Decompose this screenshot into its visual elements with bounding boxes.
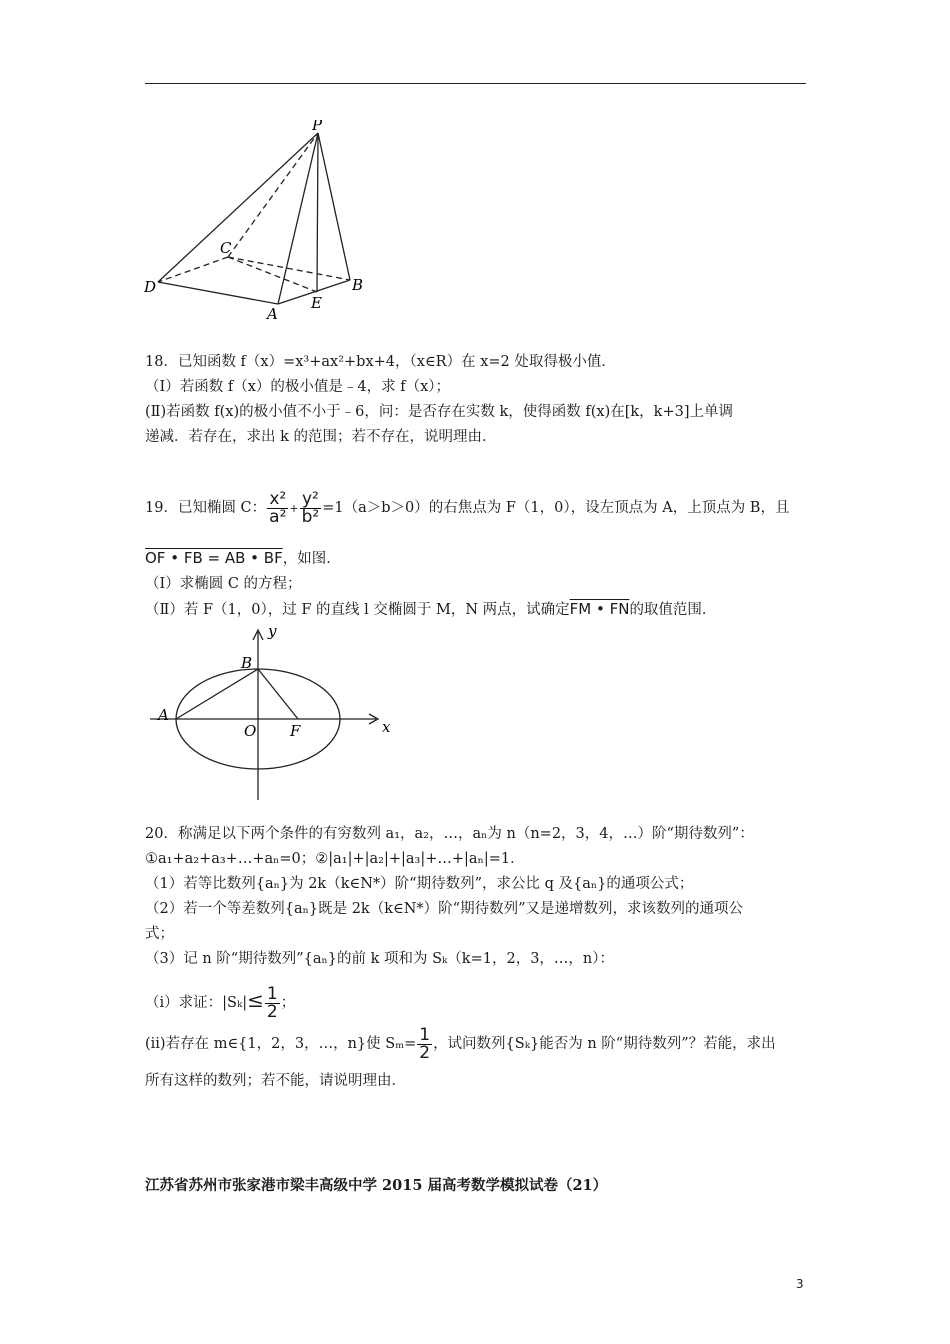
q20-line-7-a: （i）求证：|Sₖ| (145, 995, 248, 1011)
paper-title: 江苏省苏州市张家港市梁丰高级中学 2015 届高考数学模拟试卷（21） (145, 1177, 608, 1194)
frac-den: 2 (266, 1001, 278, 1022)
q20-line-9: 所有这样的数列；若不能，请说明理由． (145, 1073, 406, 1089)
q20-line-3: （1）若等比数列{aₙ}为 2k（k∈N*）阶“期待数列”，求公比 q 及{aₙ}的通项公式； (145, 876, 694, 892)
label-A: A (267, 305, 278, 323)
q18-line-1: 18．已知函数 f（x）=x³+ax²+bx+4，（x∈R）在 x=2 处取得极小值． (145, 354, 616, 370)
q19-line-2 (145, 548, 341, 569)
label-A: A (158, 706, 169, 724)
fraction-one-half (265, 983, 280, 1022)
q20-line-1: 20．称满足以下两个条件的有穷数列 a₁，a₂，…，aₙ为 n（n=2，3，4，…）阶“期待数列”： (145, 826, 754, 842)
frac-den: a² (269, 506, 287, 527)
frac-den: 2 (419, 1042, 431, 1063)
q20-line-7-b: ； (280, 995, 296, 1011)
plus-sign: + (289, 502, 299, 515)
label-P: P (312, 120, 323, 134)
q20-line-5: 式； (145, 926, 174, 942)
label-B: B (241, 654, 253, 672)
q19-line-2-tail: ，如图． (282, 551, 341, 567)
q20-line-7 (145, 980, 295, 1023)
fraction-x2-a2 (267, 488, 288, 527)
q20-line-8-b: ，试问数列{Sₖ}能否为 n 阶“期待数列”？若能，求出 (433, 1036, 776, 1052)
frac-num: 1 (419, 1024, 431, 1045)
q19-line-4-b: 的取值范围． (629, 602, 717, 618)
ellipse-figure (140, 620, 400, 805)
q20-line-4: （2）若一个等差数列{aₙ}既是 2k（k∈N*）阶“期待数列”又是递增数列，求该数列的通项公 (145, 901, 743, 917)
label-D: D (144, 278, 157, 296)
fraction-one-half-2 (417, 1024, 432, 1063)
label-C: C (220, 239, 232, 257)
label-y: y (268, 622, 277, 640)
label-E: E (311, 294, 322, 312)
q19-line-4-a: （Ⅱ）若 F（1，0），过 F 的直线 l 交椭圆于 M，N 两点，试确定 (145, 602, 570, 618)
label-F: F (290, 722, 301, 740)
pyramid-figure (140, 120, 380, 325)
q18-line-2: （Ⅰ）若函数 f（x）的极小值是﹣4，求 f（x）； (145, 379, 451, 395)
label-x: x (382, 718, 391, 736)
q19-intro: 19．已知椭圆 C： (145, 500, 267, 516)
label-O: O (244, 722, 257, 740)
vector-product: FM • FN (569, 600, 630, 618)
frac-num: x² (267, 491, 288, 509)
q19-line-3: （Ⅰ）求椭圆 C 的方程； (145, 576, 302, 592)
label-B: B (352, 276, 364, 294)
frac-num: 1 (266, 983, 278, 1004)
q19-line-4 (145, 599, 716, 620)
q20-line-8 (145, 1024, 776, 1064)
q18-line-3: (Ⅱ)若函数 f(x)的极小值不小于﹣6，问：是否存在实数 k，使得函数 f(x)在[k，k+3]上单调 (145, 404, 733, 420)
q20-line-8-a: (ii)若存在 m∈{1，2，3，…，n}使 Sₘ= (145, 1036, 417, 1052)
leq-sign: ≤ (247, 988, 264, 1012)
frac-num: y² (300, 491, 322, 509)
header-rule (145, 83, 806, 84)
q20-line-6: （3）记 n 阶“期待数列”{aₙ}的前 k 项和为 Sₖ（k=1，2，3，…，n）： (145, 951, 615, 967)
q19-condition: =1（a＞b＞0）的右焦点为 F（1，0），设左顶点为 A，上顶点为 B，且 (322, 500, 790, 516)
page-number: 3 (796, 1277, 804, 1291)
vector-equation: OF • FB = AB • BF (145, 549, 283, 567)
q20-line-2: ①a₁+a₂+a₃+…+aₙ=0；②|a₁|+|a₂|+|a₃|+…+|aₙ|=1． (145, 851, 525, 867)
q19-line-1 (145, 484, 789, 533)
q18-line-4: 递减．若存在，求出 k 的范围；若不存在，说明理由． (145, 429, 497, 445)
fraction-y2-b2 (300, 488, 322, 527)
frac-den: b² (301, 506, 320, 527)
